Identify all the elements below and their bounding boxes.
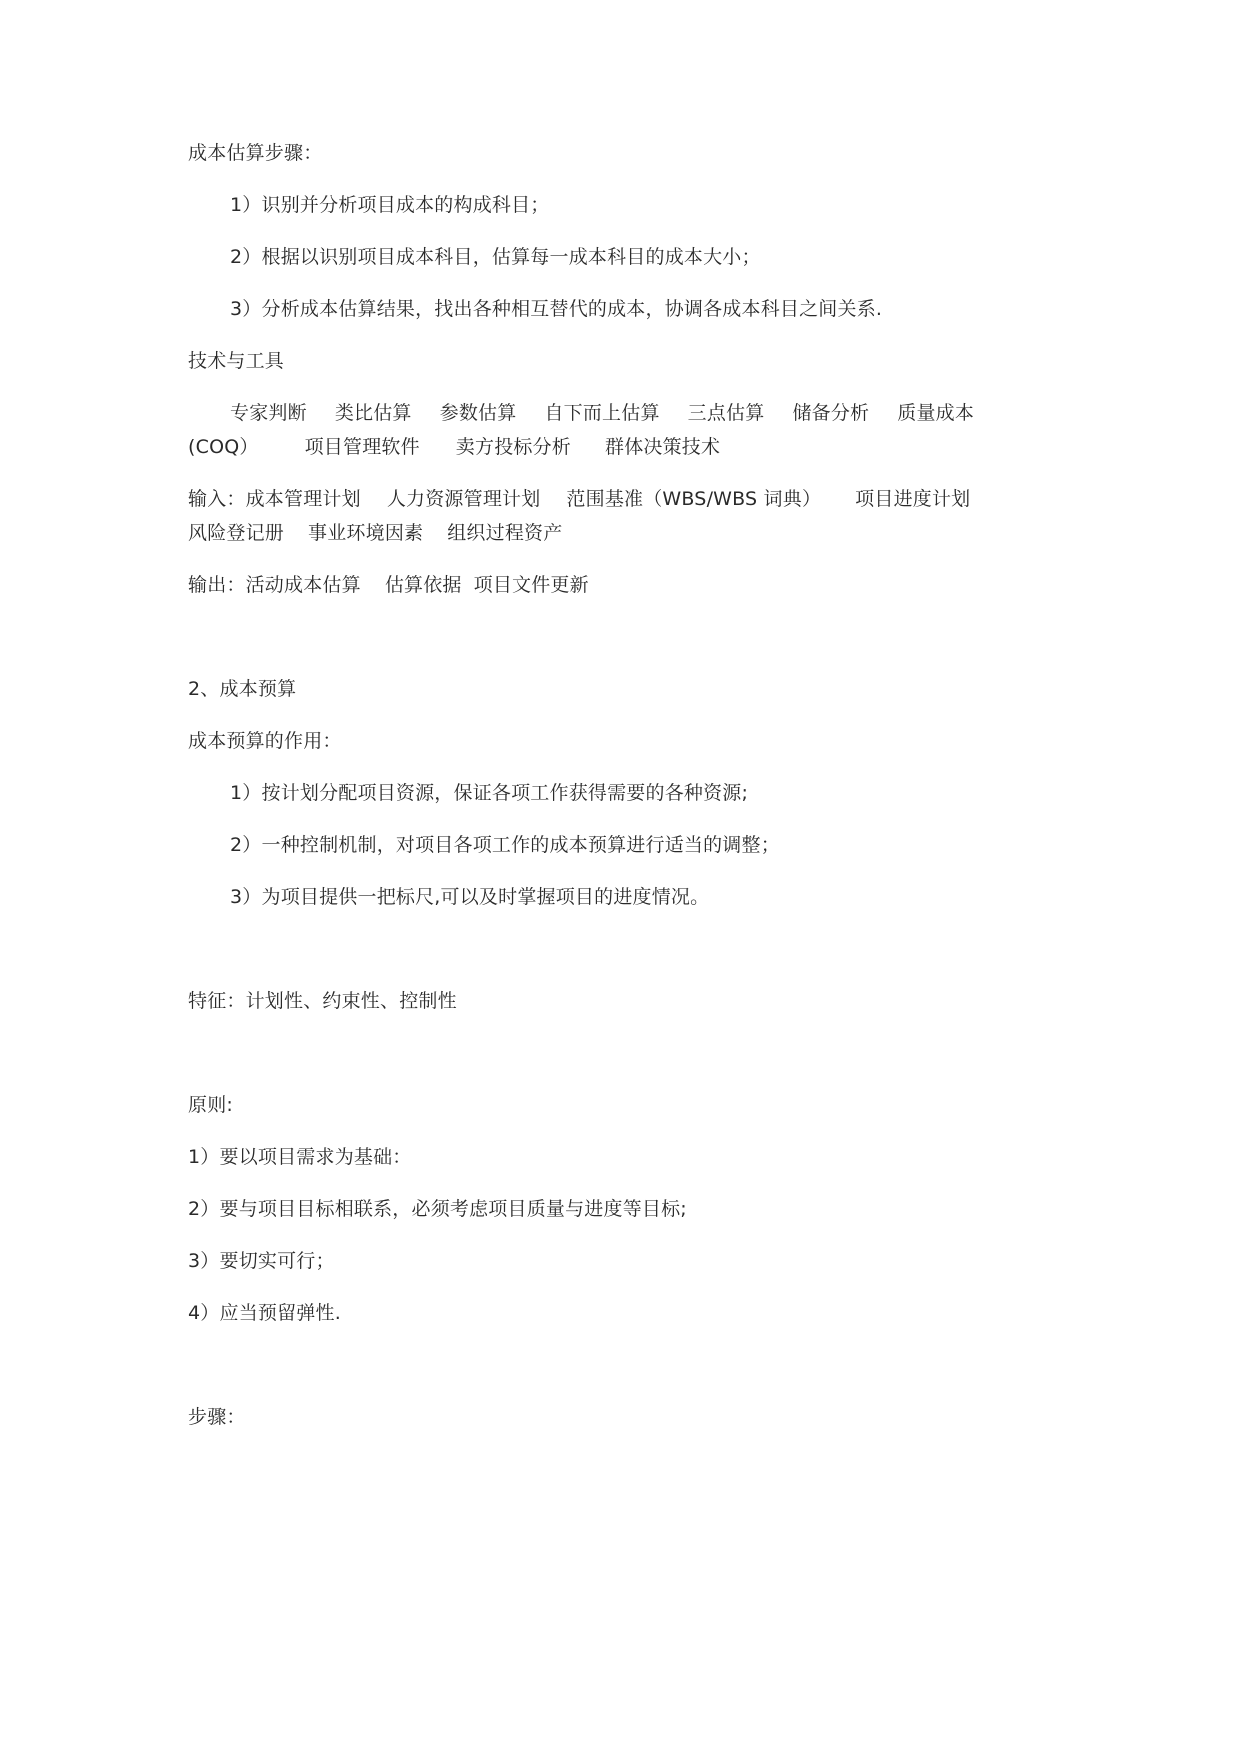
tools-line-1 bbox=[188, 400, 974, 426]
budget-role-1: 1）按计划分配项目资源，保证各项工作获得需要的各种资源; bbox=[230, 782, 749, 804]
inputs-line-2 bbox=[188, 520, 562, 546]
tool-item: 储备分析 bbox=[792, 402, 870, 424]
budget-features: 特征：计划性、约束性、控制性 bbox=[188, 990, 457, 1012]
budget-role-heading: 成本预算的作用： bbox=[188, 730, 342, 752]
input-item: 范围基准（WBS/WBS 词典） bbox=[566, 488, 822, 510]
principle-3: 3）要切实可行； bbox=[188, 1250, 335, 1272]
budget-role-2: 2）一种控制机制，对项目各项工作的成本预算进行适当的调整； bbox=[230, 834, 780, 856]
tool-item: 专家判断 bbox=[230, 402, 307, 424]
input-item: 人力资源管理计划 bbox=[386, 488, 541, 510]
principle-4: 4）应当预留弹性. bbox=[188, 1302, 341, 1324]
budget-role-3: 3）为项目提供一把标尺,可以及时掌握项目的进度情况。 bbox=[230, 886, 710, 908]
outputs-line bbox=[188, 572, 589, 598]
estimate-steps-heading: 成本估算步骤： bbox=[188, 142, 323, 164]
inputs-line-1 bbox=[188, 486, 970, 512]
tool-item: 参数估算 bbox=[439, 402, 517, 424]
input-item: 事业环境因素 bbox=[308, 522, 424, 544]
input-item: 风险登记册 bbox=[188, 522, 285, 544]
tools-heading: 技术与工具 bbox=[188, 350, 285, 372]
principle-1: 1）要以项目需求为基础： bbox=[188, 1146, 412, 1168]
estimate-step-1: 1）识别并分析项目成本的构成科目； bbox=[230, 194, 550, 216]
input-item: 输入：成本管理计划 bbox=[188, 488, 361, 510]
principle-2: 2）要与项目目标相联系，必须考虑项目质量与进度等目标; bbox=[188, 1198, 687, 1220]
tool-item: 自下而上估算 bbox=[544, 402, 660, 424]
principles-heading: 原则: bbox=[188, 1094, 234, 1116]
tool-item: 卖方投标分析 bbox=[455, 436, 571, 458]
estimate-step-3: 3）分析成本估算结果，找出各种相互替代的成本，协调各成本科目之间关系. bbox=[230, 298, 883, 320]
input-item: 项目进度计划 bbox=[855, 488, 971, 510]
output-item: 输出：活动成本估算 bbox=[188, 574, 361, 596]
tools-line-2 bbox=[188, 434, 720, 460]
tool-item: 类比估算 bbox=[334, 402, 412, 424]
input-item: 组织过程资产 bbox=[447, 522, 563, 544]
tool-item: 三点估算 bbox=[687, 402, 765, 424]
tool-item: 项目管理软件 bbox=[304, 436, 420, 458]
steps-heading: 步骤： bbox=[188, 1406, 246, 1428]
output-item: 估算依据 bbox=[384, 574, 462, 596]
output-item: 项目文件更新 bbox=[473, 574, 589, 596]
tool-item: 群体决策技术 bbox=[605, 436, 721, 458]
budget-section-title: 2、成本预算 bbox=[188, 678, 297, 700]
tool-item: (COQ） bbox=[188, 436, 259, 458]
estimate-step-2: 2）根据以识别项目成本科目，估算每一成本科目的成本大小； bbox=[230, 246, 761, 268]
tool-item: 质量成本 bbox=[897, 402, 975, 424]
